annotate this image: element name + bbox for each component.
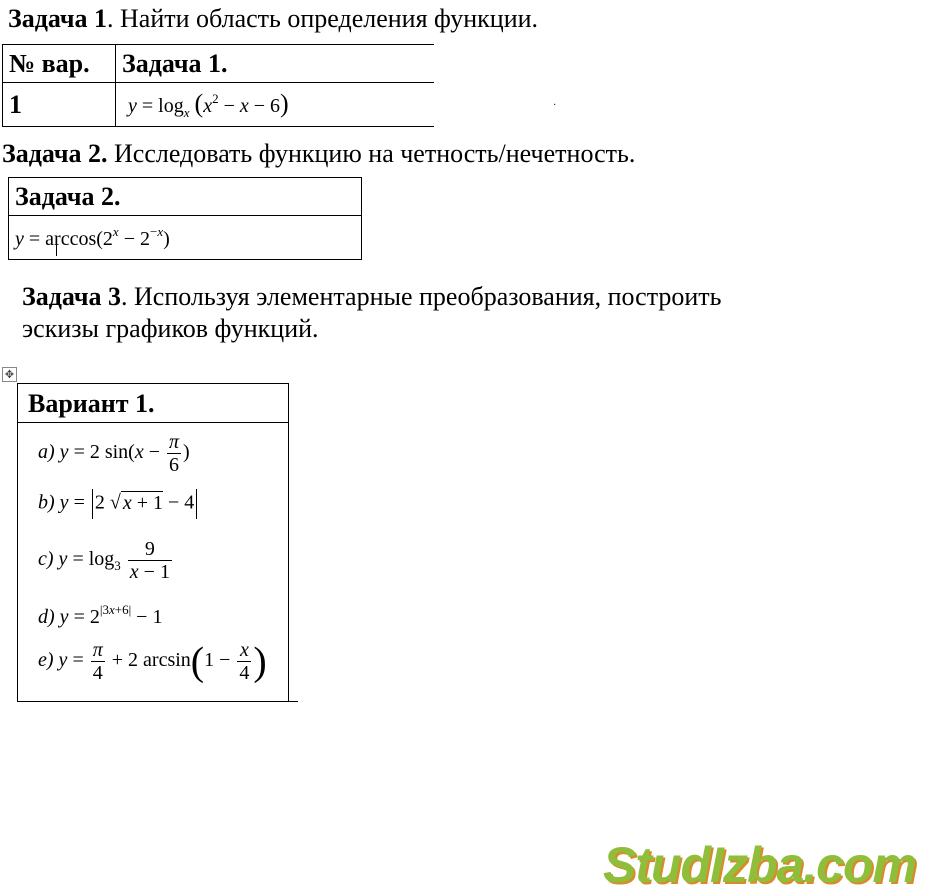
variant1-right-border (288, 422, 289, 701)
variant1-header-cell (18, 383, 289, 423)
task1-heading-bold: Задача 1 (8, 4, 107, 33)
task2-heading-bold: Задача 2. (2, 139, 108, 168)
task2-table (8, 177, 362, 260)
formula-a: a) y = 2 sin(x − $\frac{\pi}{6}$ ) (38, 431, 190, 476)
task2-formula: $y = \arccos(2^x - 2^{-x})$ (9, 216, 362, 260)
variant1-title: Вариант 1. (28, 389, 155, 418)
task1-table (2, 44, 434, 127)
formula-e-label: e) (38, 649, 54, 672)
formula-d: d) $y = 2^{|3x+6|} - 1$ (38, 602, 163, 628)
formula-c-label: c) (38, 548, 54, 571)
task1-formula: $y = \log_x (x^2 - x - 6)$ (116, 83, 435, 127)
studizba-watermark: StudIzba.com (602, 837, 916, 893)
task1-col-variant: № вар. (3, 45, 116, 83)
text-cursor (56, 240, 59, 256)
formula-a-label: a) (38, 441, 55, 464)
task3-heading (22, 282, 722, 312)
task1-heading (8, 4, 538, 34)
task3-heading-text: . Используя элементарные преобразования, построить (121, 282, 722, 311)
task3-heading-line2: эскизы графиков функций. (22, 314, 319, 343)
formula-b: b) y = 2 √ x + 1 − 4 (38, 489, 199, 519)
variant1-table (17, 383, 298, 702)
formula-b-label: b) (38, 491, 55, 514)
task1-heading-text: . Найти область определения функции. (107, 4, 539, 33)
task2-heading-text: Исследовать функцию на четность/нечетность. (107, 139, 636, 168)
stray-dot: · (553, 100, 557, 111)
formula-e: e) y = $\frac{\pi}{4}$ + 2 arcsin(1 − $\frac{x}{4}$ ) (38, 638, 267, 684)
formula-d-label: d) (38, 606, 55, 628)
task1-col-task: Задача 1. (116, 45, 435, 83)
task2-col-task: Задача 2. (9, 178, 362, 216)
task1-row-variant: 1 (3, 83, 116, 127)
task3-heading-bold: Задача 3 (22, 282, 121, 311)
formula-c: c) $y = \log_3$ $\frac{9}{x - 1}$ (38, 538, 170, 583)
move-handle-icon[interactable]: ✥ (2, 367, 17, 382)
task2-heading (2, 139, 635, 169)
